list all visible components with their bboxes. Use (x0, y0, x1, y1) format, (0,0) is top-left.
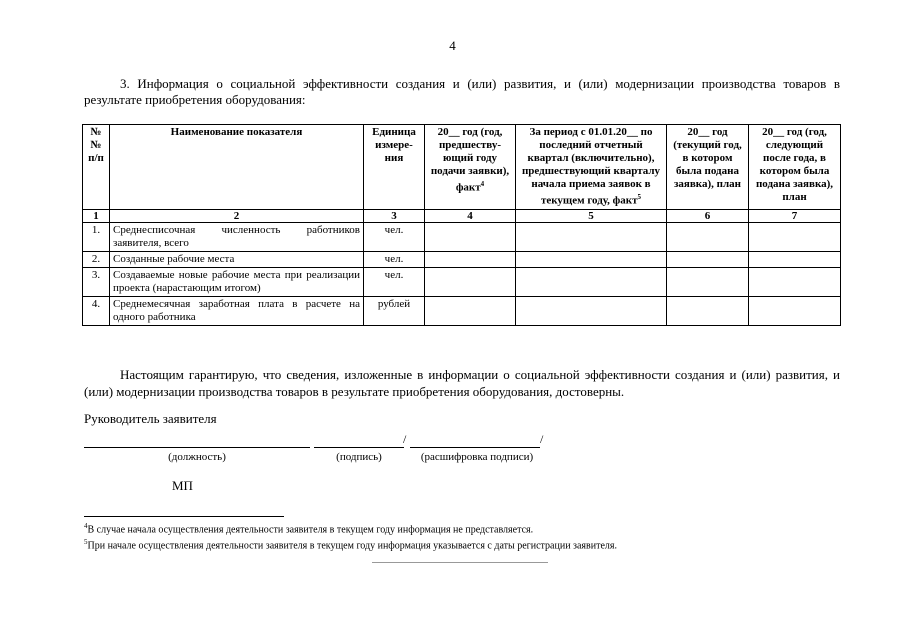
indicators-table (82, 124, 841, 326)
value-cell[interactable] (749, 296, 841, 325)
footnote (84, 538, 617, 551)
column-number: 7 (749, 209, 841, 222)
row-number: 1. (83, 222, 110, 251)
table-header-row (83, 125, 841, 210)
table-row (83, 296, 841, 325)
section-heading: 3. Информация о социальной эффективности создания и (или) развития, и (или) модернизации производства товаров в результате приобретения оборудования: (84, 76, 840, 107)
footnote-mark: 4 (84, 522, 88, 530)
column-number: 5 (516, 209, 667, 222)
separator-slash: / (403, 432, 407, 446)
value-cell[interactable] (667, 296, 749, 325)
row-number: 2. (83, 251, 110, 267)
indicator-name: Среднесписочная численность работников заявителя, всего (110, 222, 364, 251)
separator-slash: / (540, 432, 544, 446)
decryption-caption: (расшифровка подписи) (420, 451, 534, 463)
header-cell: 20__ год (год, предшеству-ющий году подачи заявки), факт$^4$ (425, 125, 516, 210)
position-line[interactable] (84, 447, 310, 448)
value-cell[interactable] (749, 222, 841, 251)
header-cell: За период с 01.01.20__ по последний отчетный квартал (включительно), предшествующий кварталу начала приема заявок в текущем году, факт$^5$ (516, 125, 667, 210)
footnote-divider (84, 516, 284, 517)
signature-caption: (подпись) (336, 451, 382, 463)
header-cell: №№ п/п (83, 125, 110, 210)
footnote-mark: 4 (480, 180, 485, 188)
header-cell: Наименование показателя (110, 125, 364, 210)
guarantee-statement: Настоящим гарантирую, что сведения, изложенные в информации о социальной эффективности создания и (или) развития, и (или) модернизации производства товаров в результате приобретения оборудования, достоверны. (84, 367, 840, 399)
header-cell: 20__ год (текущий год, в котором была подана заявка), план (667, 125, 749, 210)
value-cell[interactable] (516, 222, 667, 251)
footnote-text: При начале осуществления деятельности заявителя в текущем году информация указывается с даты регистрации заявителя. (87, 540, 618, 552)
value-cell[interactable] (516, 251, 667, 267)
unit-cell: чел. (364, 251, 425, 267)
bottom-divider (372, 562, 548, 563)
value-cell[interactable] (667, 267, 749, 296)
value-cell[interactable] (667, 251, 749, 267)
decryption-line[interactable] (410, 447, 540, 448)
value-cell[interactable] (425, 222, 516, 251)
manager-label: Руководитель заявителя (84, 411, 217, 426)
column-number-row (83, 209, 841, 222)
table-row (83, 251, 841, 267)
header-cell: Единица измере-ния (364, 125, 425, 210)
value-cell[interactable] (749, 267, 841, 296)
value-cell[interactable] (425, 251, 516, 267)
column-number: 1 (83, 209, 110, 222)
value-cell[interactable] (425, 296, 516, 325)
row-number: 4. (83, 296, 110, 325)
indicator-name: Среднемесячная заработная плата в расчете на одного работника (110, 296, 364, 325)
column-number: 2 (110, 209, 364, 222)
stamp-placeholder: МП (172, 478, 193, 493)
footnote-mark: 5 (637, 193, 642, 201)
indicator-name: Создаваемые новые рабочие места при реализации проекта (нарастающим итогом) (110, 267, 364, 296)
page-number: 4 (449, 38, 456, 53)
column-number: 4 (425, 209, 516, 222)
footnote-mark: 5 (84, 538, 88, 546)
unit-cell: рублей (364, 296, 425, 325)
value-cell[interactable] (516, 296, 667, 325)
column-number: 3 (364, 209, 425, 222)
footnote-text: В случае начала осуществления деятельности заявителя в текущем году информация не представляется. (87, 524, 534, 536)
footnote (84, 522, 533, 535)
column-number: 6 (667, 209, 749, 222)
value-cell[interactable] (749, 251, 841, 267)
value-cell[interactable] (667, 222, 749, 251)
unit-cell: чел. (364, 222, 425, 251)
row-number: 3. (83, 267, 110, 296)
position-caption: (должность) (168, 451, 226, 463)
value-cell[interactable] (516, 267, 667, 296)
unit-cell: чел. (364, 267, 425, 296)
header-cell: 20__ год (год, следующий после года, в котором была подана заявка), план (749, 125, 841, 210)
signature-line[interactable] (314, 447, 404, 448)
indicator-name: Созданные рабочие места (110, 251, 364, 267)
value-cell[interactable] (425, 267, 516, 296)
table-row (83, 267, 841, 296)
table-row (83, 222, 841, 251)
